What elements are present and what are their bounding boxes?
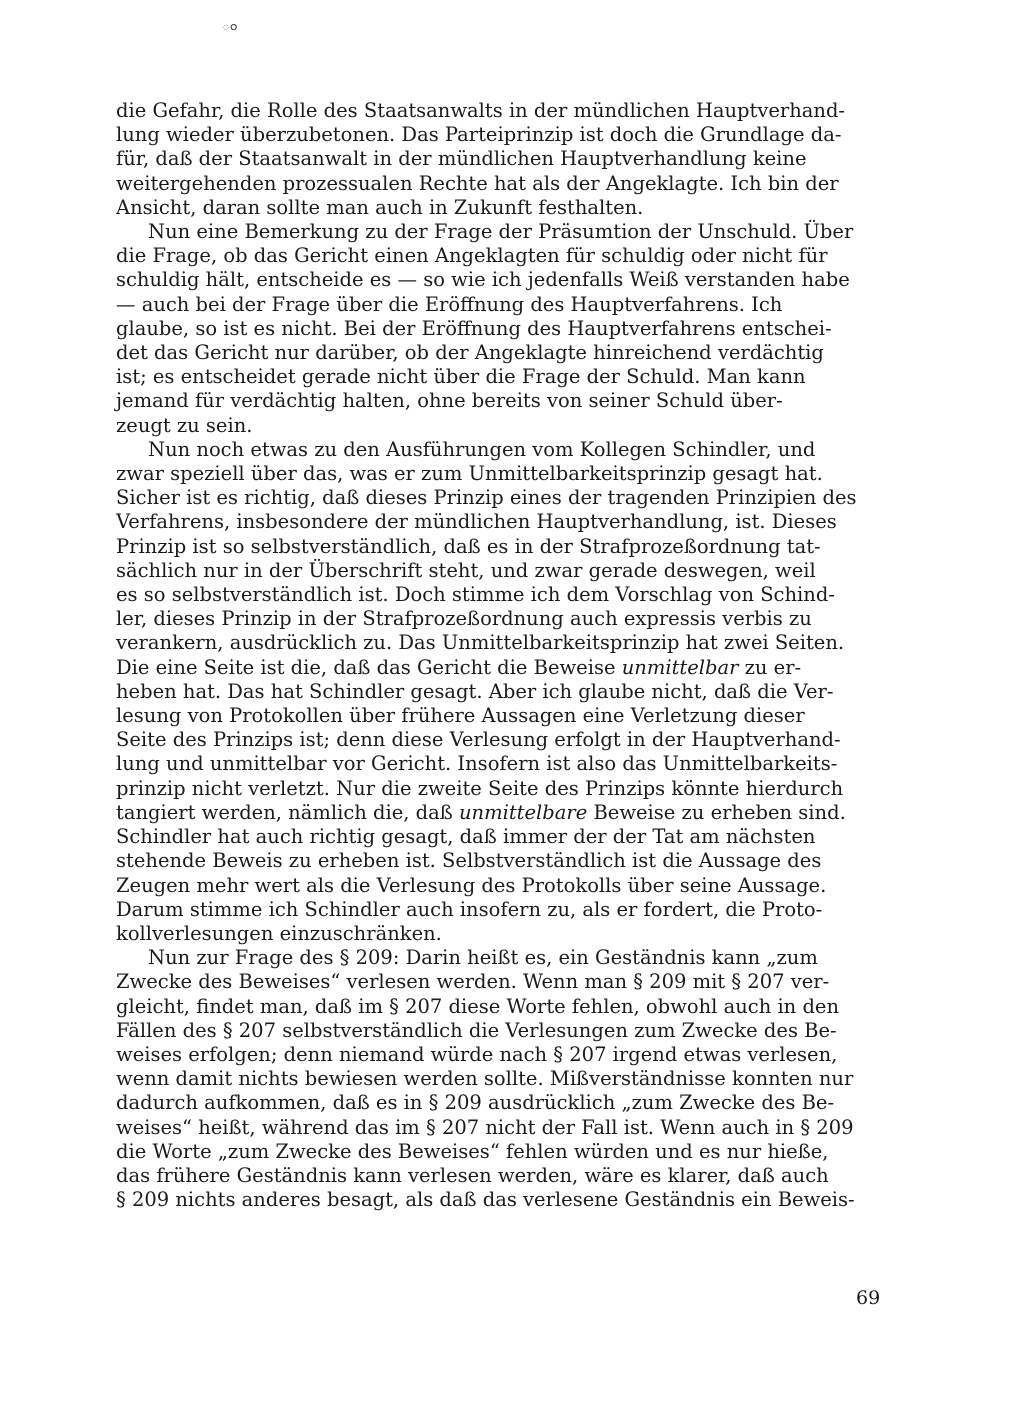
paragraph-4-line-5: weises erfolgen; denn niemand würde nach § 207 irgend etwas verlesen, <box>116 1042 838 1066</box>
paragraph-3-line-3: Sicher ist es richtig, daß dieses Prinzip eines der tragenden Prinzipien des <box>116 486 857 510</box>
paragraph-3-line-10 <box>116 656 880 680</box>
paragraph-3-line-12: lesung von Protokollen über frühere Aussagen eine Verletzung dieser <box>116 704 805 728</box>
emphasis-lead-text-1: Die eine Seite ist die, daß das Gericht die Beweise <box>116 655 622 679</box>
paragraph-1-line-3: für, daß der Staatsanwalt in der mündlichen Hauptverhandlung keine <box>116 147 807 171</box>
paragraph-3-line-21: kollverlesungen einzuschränken. <box>116 921 442 945</box>
paragraph-3-line-8: ler, dieses Prinzip in der Strafprozeßordnung auch expressis verbis zu <box>116 607 812 631</box>
paragraph-3 <box>116 438 880 946</box>
paragraph-3-line-2: zwar speziell über das, was er zum Unmittelbarkeitsprinzip gesagt hat. <box>116 462 823 486</box>
top-ink-mark: ం <box>222 18 238 34</box>
paragraph-3-line-14: lung und unmittelbar vor Gericht. Insofern ist also das Unmittelbarkeits- <box>116 752 838 776</box>
emphasized-word-unmittelbar: unmittelbar <box>621 655 739 679</box>
paragraph-4 <box>116 946 880 1212</box>
paragraph-1 <box>116 99 880 220</box>
paragraph-4-line-11: § 209 nichts anderes besagt, als daß das verlesene Geständnis ein Beweis- <box>116 1188 855 1212</box>
paragraph-2-line-7: ist; es entscheidet gerade nicht über die Frage der Schuld. Man kann <box>116 365 806 389</box>
paragraph-3-line-18: stehende Beweis zu erheben ist. Selbstverständlich ist die Aussage des <box>116 849 822 873</box>
paragraph-2-line-4: — auch bei der Frage über die Eröffnung des Hauptverfahrens. Ich <box>116 292 783 316</box>
page-number: 69 <box>856 1287 881 1309</box>
paragraph-3-line-1: Nun noch etwas zu den Ausführungen vom Kollegen Schindler, und <box>148 437 816 461</box>
paragraph-4-line-3: gleicht, findet man, daß im § 207 diese Worte fehlen, obwohl auch in den <box>116 994 840 1018</box>
paragraph-3-line-15: prinzip nicht verletzt. Nur die zweite Seite des Prinzips könnte hierdurch <box>116 776 844 800</box>
paragraph-3-line-9: verankern, ausdrücklich zu. Das Unmittelbarkeitsprinzip hat zwei Seiten. <box>116 631 845 655</box>
paragraph-4-line-2: Zwecke des Beweises“ verlesen werden. Wenn man § 209 mit § 207 ver- <box>116 970 830 994</box>
paragraph-1-line-1: die Gefahr, die Rolle des Staatsanwalts in der mündlichen Hauptverhand- <box>116 99 846 122</box>
paragraph-4-line-10: das frühere Geständnis kann verlesen werden, wäre es klarer, daß auch <box>116 1163 829 1187</box>
paragraph-2-line-6: det das Gericht nur darüber, ob der Angeklagte hinreichend verdächtig <box>116 341 824 365</box>
paragraph-4-line-4: Fällen des § 207 selbstverständlich die Verlesungen zum Zwecke des Be- <box>116 1018 837 1042</box>
paragraph-4-line-1: Nun zur Frage des § 209: Darin heißt es, ein Geständnis kann „zum <box>148 946 818 970</box>
paragraph-2-line-3: schuldig hält, entscheide es — so wie ich jedenfalls Weiß verstanden habe <box>116 268 850 292</box>
emphasized-word-unmittelbare: unmittelbare <box>458 800 588 824</box>
paragraph-2-line-1: Nun eine Bemerkung zu der Frage der Präsumtion der Unschuld. Über <box>148 220 854 244</box>
paragraph-4-line-9: die Worte „zum Zwecke des Beweises“ fehlen würden und es nur hieße, <box>116 1139 829 1163</box>
emphasis-lead-text-2: tangiert werden, nämlich die, daß <box>116 800 459 824</box>
emphasis-tail-text-1: zu er- <box>738 655 802 679</box>
paragraph-3-line-11: heben hat. Das hat Schindler gesagt. Aber ich glaube nicht, daß die Ver- <box>116 679 834 703</box>
paragraph-3-line-16 <box>116 801 880 825</box>
paragraph-3-line-7: es so selbstverständlich ist. Doch stimme ich dem Vorschlag von Schind- <box>116 583 835 607</box>
paragraph-2-line-9: zeugt zu sein. <box>116 413 253 437</box>
paragraph-3-line-20: Darum stimme ich Schindler auch insofern zu, als er fordert, die Proto- <box>116 897 823 921</box>
paragraph-3-line-6: sächlich nur in der Überschrift steht, und zwar gerade deswegen, weil <box>116 558 816 582</box>
paragraph-3-line-4: Verfahrens, insbesondere der mündlichen Hauptverhandlung, ist. Dieses <box>116 510 837 534</box>
paragraph-1-line-5: Ansicht, daran sollte man auch in Zukunft festhalten. <box>116 195 644 219</box>
paragraph-4-line-7: dadurch aufkommen, daß es in § 209 ausdrücklich „zum Zwecke des Be- <box>116 1091 835 1115</box>
document-page-text <box>116 99 880 1212</box>
paragraph-3-line-5: Prinzip ist so selbstverständlich, daß es in der Strafprozeßordnung tat- <box>116 534 821 558</box>
paragraph-1-line-2: lung wieder überzubetonen. Das Parteiprinzip ist doch die Grundlage da- <box>116 123 842 147</box>
paragraph-4-line-6: wenn damit nichts bewiesen werden sollte. Mißverständnisse konnten nur <box>116 1067 854 1091</box>
paragraph-2-line-8: jemand für verdächtig halten, ohne bereits von seiner Schuld über- <box>116 389 783 413</box>
paragraph-2 <box>116 220 880 438</box>
paragraph-4-line-8: weises“ heißt, während das im § 207 nicht der Fall ist. Wenn auch in § 209 <box>116 1115 854 1139</box>
paragraph-3-line-17: Schindler hat auch richtig gesagt, daß immer der der Tat am nächsten <box>116 825 816 849</box>
paragraph-1-line-4: weitergehenden prozessualen Rechte hat als der Angeklagte. Ich bin der <box>116 171 839 195</box>
paragraph-3-line-19: Zeugen mehr wert als die Verlesung des Protokolls über seine Aussage. <box>116 873 827 897</box>
paragraph-2-line-2: die Frage, ob das Gericht einen Angeklagten für schuldig oder nicht für <box>116 244 828 268</box>
emphasis-tail-text-2: Beweise zu erheben sind. <box>587 800 846 824</box>
paragraph-3-line-13: Seite des Prinzips ist; denn diese Verlesung erfolgt in der Hauptverhand- <box>116 728 841 752</box>
paragraph-2-line-5: glaube, so ist es nicht. Bei der Eröffnung des Hauptverfahrens entschei- <box>116 316 832 340</box>
